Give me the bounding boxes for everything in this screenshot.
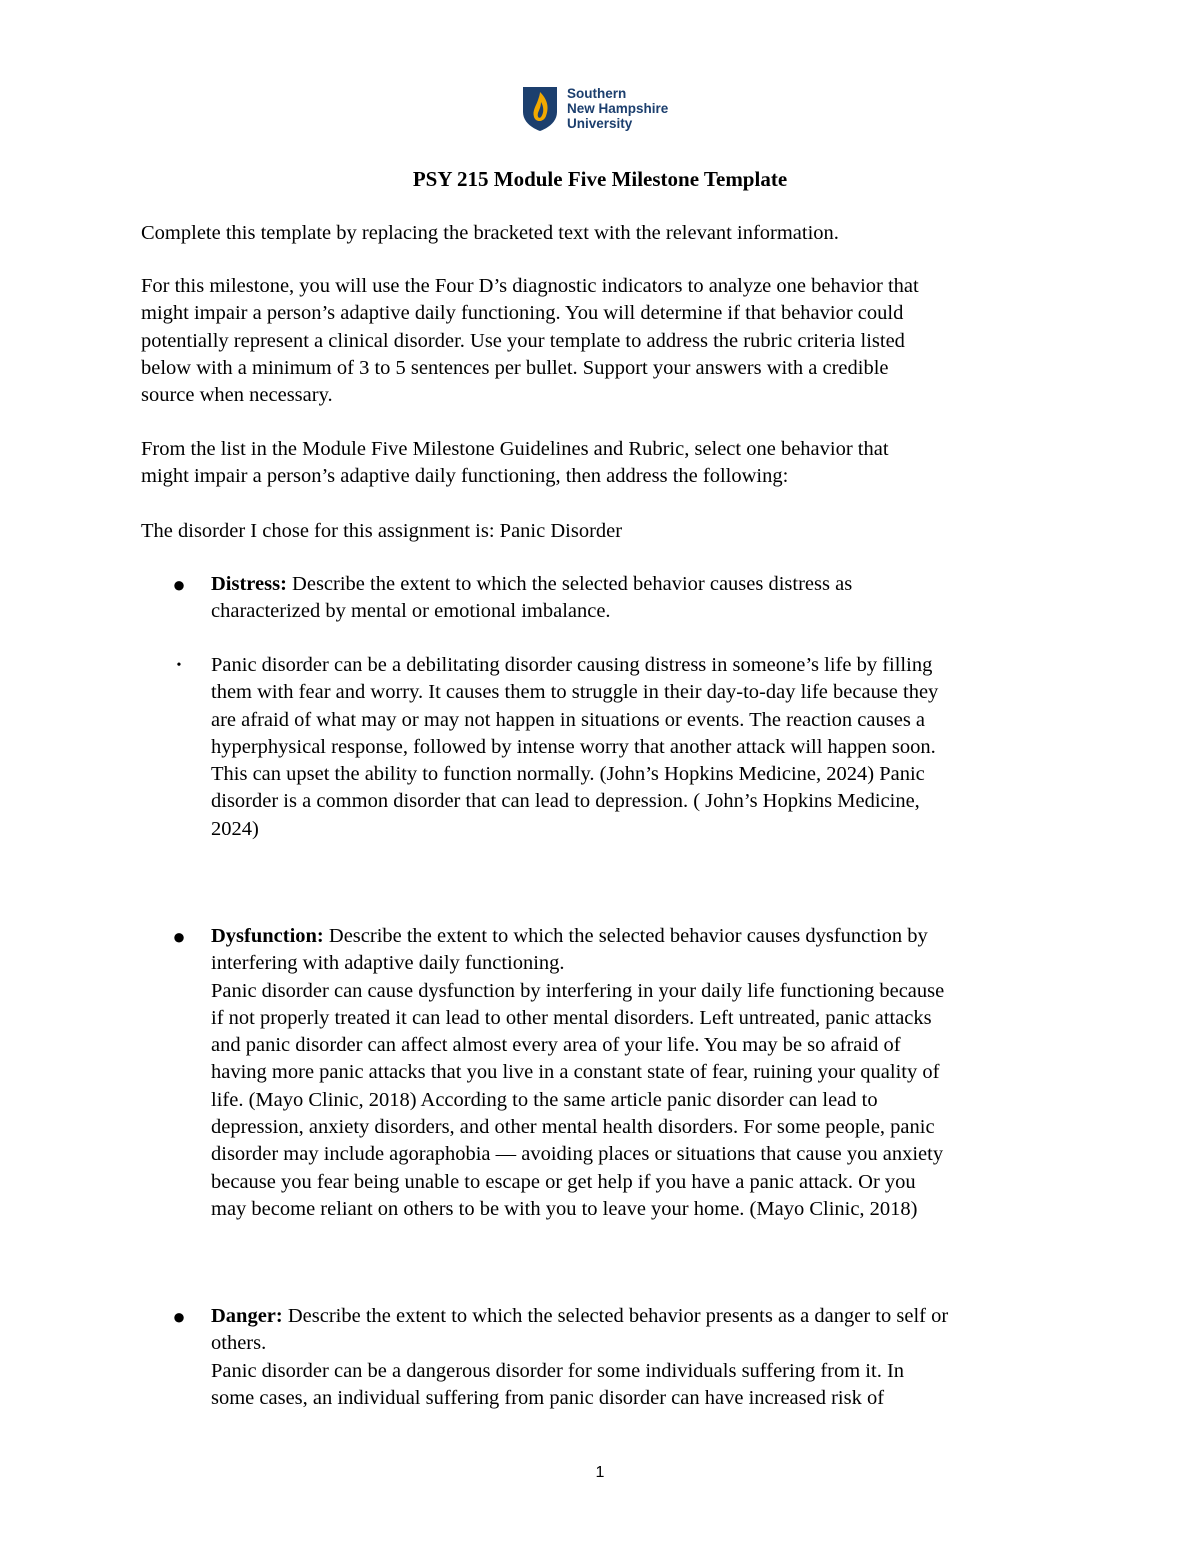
dysfunction-label: Dysfunction: [211, 925, 324, 947]
distress-bullet [172, 571, 1071, 626]
text-line: 2024) [211, 817, 259, 840]
text-line: source when necessary. [141, 384, 333, 407]
text-line: disorder may include agoraphobia — avoiding places or situations that cause you anxiety [211, 1143, 944, 1166]
text-line: others. [211, 1332, 267, 1355]
text-line: because you fear being unable to escape or get help if you have a panic attack. Or you [211, 1170, 916, 1193]
text-line: This can upset the ability to function normally. (John’s Hopkins Medicine, 2024) Panic [211, 763, 925, 786]
danger-bullet [172, 1303, 1071, 1412]
text-line: Panic disorder can be a debilitating disorder causing distress in someone’s life by filling [211, 654, 933, 676]
text-line: are afraid of what may or may not happen in situations or events. The reaction causes a [211, 708, 926, 731]
disorder-choice: The disorder I chose for this assignment is: Panic Disorder [141, 520, 623, 542]
text-line: depression, anxiety disorders, and other mental health disorders. For some people, panic [211, 1116, 935, 1139]
distress-label: Distress: [211, 573, 287, 595]
logo-line-new-hampshire: New Hampshire [567, 101, 669, 116]
text-line: For this milestone, you will use the Four D’s diagnostic indicators to analyze one behavior that [141, 275, 919, 297]
logo-text [567, 86, 668, 131]
danger-label: Danger: [211, 1305, 283, 1327]
text-line: Panic disorder can be a dangerous disorder for some individuals suffering from it. In [211, 1359, 905, 1382]
text-line: From the list in the Module Five Milestone Guidelines and Rubric, select one behavior that [141, 438, 889, 460]
snhu-shield-flame-icon [522, 86, 558, 132]
text-line: below with a minimum of 3 to 5 sentences per bullet. Support your answers with a credible [141, 356, 889, 379]
text-line: disorder is a common disorder that can lead to depression. ( John’s Hopkins Medicine, [211, 790, 920, 813]
university-logo [522, 86, 692, 132]
logo-line-university: University [567, 116, 633, 131]
document-title: PSY 215 Module Five Milestone Template [412, 167, 788, 191]
text-line [211, 571, 1071, 598]
bullet-icon: ● [172, 572, 186, 597]
text-line: might impair a person’s adaptive daily functioning, then address the following: [141, 465, 789, 488]
dysfunction-prompt: Describe the extent to which the selected behavior causes dysfunction by [323, 925, 928, 947]
danger-prompt: Describe the extent to which the selected behavior presents as a danger to self or [282, 1305, 949, 1327]
text-line: potentially represent a clinical disorder. Use your template to address the rubric criteria listed [141, 329, 905, 352]
intro-paragraph: Complete this template by replacing the bracketed text with the relevant information. [141, 222, 839, 244]
dysfunction-bullet [172, 923, 1071, 1223]
text-line: interfering with adaptive daily functioning. [211, 952, 565, 975]
text-line: them with fear and worry. It causes them to struggle in their day-to-day life because they [211, 681, 939, 704]
text-line: if not properly treated it can lead to other mental disorders. Left untreated, panic attacks [211, 1006, 932, 1029]
instructions-paragraph [141, 436, 1071, 491]
bullet-icon: ● [172, 924, 186, 949]
text-line: hyperphysical response, followed by intense worry that another attack will happen soon. [211, 735, 936, 758]
page-number: 1 [595, 1464, 605, 1481]
text-line: Panic disorder can cause dysfunction by interfering in your daily life functioning because [211, 979, 945, 1002]
text-line: characterized by mental or emotional imbalance. [211, 600, 611, 623]
bullet-icon: • [176, 658, 182, 673]
text-line: might impair a person’s adaptive daily functioning. You will determine if that behavior could [141, 302, 904, 325]
text-line: may become reliant on others to be with you to leave your home. (Mayo Clinic, 2018) [211, 1197, 918, 1220]
text-line: some cases, an individual suffering from panic disorder can have increased risk of [211, 1386, 885, 1409]
text-line: life. (Mayo Clinic, 2018) According to the same article panic disorder can lead to [211, 1088, 878, 1111]
distress-answer-bullet [176, 652, 1071, 843]
text-line [211, 923, 1071, 950]
distress-prompt: Describe the extent to which the selected behavior causes distress as [286, 573, 853, 595]
milestone-paragraph [141, 273, 1071, 409]
text-line: having more panic attacks that you live in a constant state of fear, ruining your quality of [211, 1061, 940, 1084]
logo-line-southern: Southern [567, 86, 627, 101]
text-line [211, 1303, 1071, 1330]
text-line: and panic disorder can affect almost every area of your life. You may be so afraid of [211, 1034, 901, 1057]
bullet-icon: ● [172, 1304, 186, 1329]
